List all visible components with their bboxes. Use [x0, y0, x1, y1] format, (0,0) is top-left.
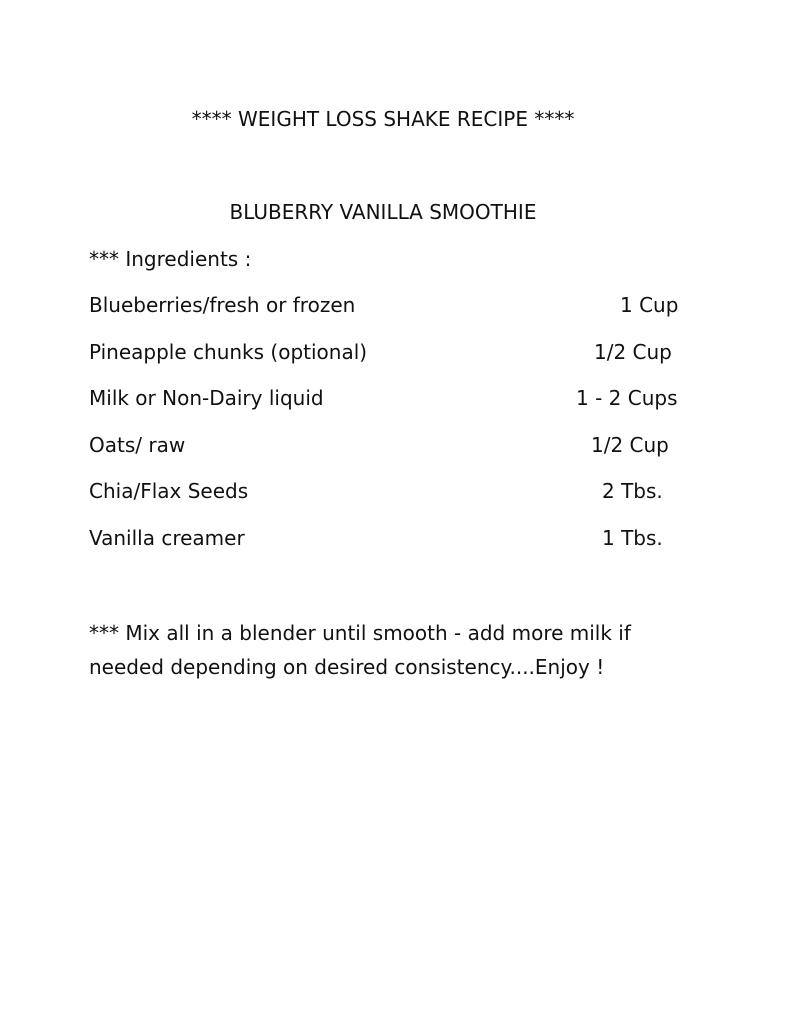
- ingredient-name: Vanilla creamer: [89, 525, 245, 550]
- ingredient-quantity: 1/2 Cup: [591, 432, 669, 457]
- ingredient-row: [89, 337, 689, 384]
- ingredient-row: [89, 383, 689, 430]
- ingredient-quantity: 1 Cup: [620, 293, 679, 317]
- ingredient-quantity: 1 - 2 Cups: [576, 386, 678, 411]
- ingredient-quantity: 1 Tbs.: [602, 525, 663, 550]
- ingredients-heading: *** Ingredients :: [89, 247, 252, 271]
- ingredient-row: [89, 523, 689, 570]
- ingredient-name: Pineapple chunks (optional): [89, 339, 368, 364]
- ingredient-row: [89, 430, 689, 477]
- ingredient-name: Milk or Non-Dairy liquid: [89, 386, 324, 411]
- instructions-line: *** Mix all in a blender until smooth - add more milk if: [89, 621, 631, 645]
- instructions-line: needed depending on desired consistency....Enjoy !: [89, 655, 605, 679]
- ingredient-name: Blueberries/fresh or frozen: [89, 293, 356, 317]
- ingredient-row: [89, 290, 689, 337]
- ingredient-name: Chia/Flax Seeds: [89, 479, 249, 504]
- ingredients-list: [89, 290, 689, 570]
- ingredient-quantity: 2 Tbs.: [602, 479, 663, 504]
- ingredient-name: Oats/ raw: [89, 432, 186, 457]
- instructions: [89, 616, 689, 684]
- page-title: **** WEIGHT LOSS SHAKE RECIPE ****: [191, 107, 575, 131]
- ingredient-quantity: 1/2 Cup: [594, 339, 672, 364]
- recipe-name: BLUBERRY VANILLA SMOOTHIE: [229, 200, 537, 224]
- ingredient-row: [89, 476, 689, 523]
